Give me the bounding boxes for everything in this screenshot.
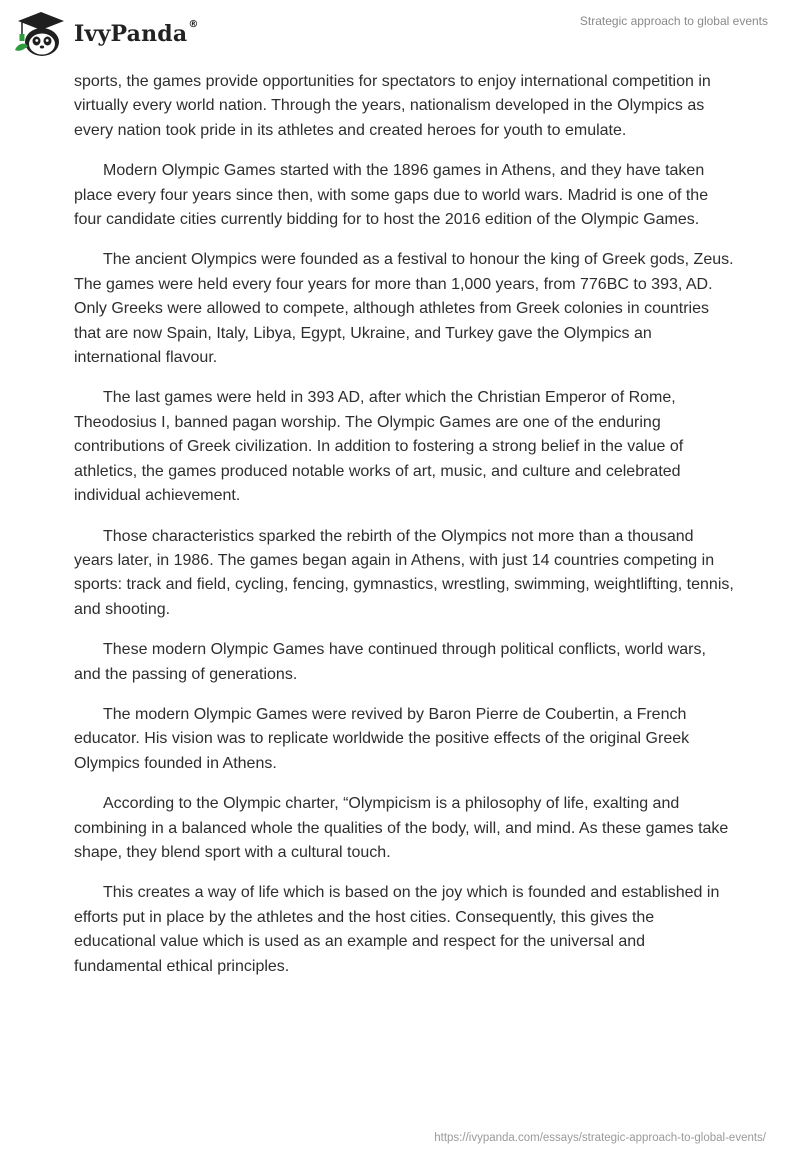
brand-name: IvyPanda® — [74, 19, 199, 47]
panda-graduation-cap-icon — [12, 10, 70, 58]
source-url-link[interactable]: https://ivypanda.com/essays/strategic-approach-to-global-events/ — [434, 1132, 766, 1144]
essay-paragraph: Those characteristics sparked the rebirth of the Olympics not more than a thousand years later, in 1986. The games began again in Athens, with just 14 countries competing in sports: track and field, cycling, fencing, gymnastics, wrestling, swimming, weightlifting, tennis, and shooting. — [74, 527, 734, 618]
essay-paragraph: The modern Olympic Games were revived by Baron Pierre de Coubertin, a French educator. His vision was to replicate worldwide the positive effects of the original Greek Olympics founded in Athens. — [74, 705, 690, 772]
document-title: Strategic approach to global events — [579, 14, 768, 28]
essay-paragraph: The ancient Olympics were founded as a festival to honour the king of Greek gods, Zeus. The games were held every four years for more than 1,000 years, from 776BC to 393, AD. Only Greeks were allowed to compete, although athletes from Greek colonies in countries that are now Spain, Italy, Libya, Egypt, Ukraine, and Turkey gave the Olympics an international flavour. — [74, 251, 734, 367]
registered-mark: ® — [188, 19, 199, 30]
essay-paragraph: sports, the games provide opportunities for spectators to enjoy international competition in virtually every world nation. Through the years, nationalism developed in the Olympics as every nation took pride in its athletes and created heroes for youth to emulate. — [74, 73, 711, 139]
essay-paragraph: This creates a way of life which is based on the joy which is founded and established in efforts put in place by the athletes and the host cities. Consequently, this gives the educational value which is used as an example and respect for the universal and fundamental ethical principles. — [74, 884, 720, 975]
essay-body — [74, 70, 734, 995]
page-header — [0, 0, 800, 70]
brand-logo-link[interactable] — [12, 10, 199, 58]
essay-paragraph: The last games were held in 393 AD, after which the Christian Emperor of Rome, Theodosius I, banned pagan worship. The Olympic Games are one of the enduring contributions of Greek civilization. In addition to fostering a strong belief in the value of athletics, the games produced notable works of art, music, and culture and celebrated individual achievement. — [74, 389, 684, 505]
essay-paragraph: According to the Olympic charter, “Olympicism is a philosophy of life, exalting and combining in a balanced whole the qualities of the body, will, and mind. As these games take shape, they blend sport with a cultural touch. — [74, 795, 729, 861]
essay-paragraph: These modern Olympic Games have continued through political conflicts, world wars, and the passing of generations. — [74, 641, 706, 683]
essay-paragraph: Modern Olympic Games started with the 1896 games in Athens, and they have taken place every four years since then, with some gaps due to world wars. Madrid is one of the four candidate cities currently bidding for to host the 2016 edition of the Olympic Games. — [74, 162, 709, 229]
